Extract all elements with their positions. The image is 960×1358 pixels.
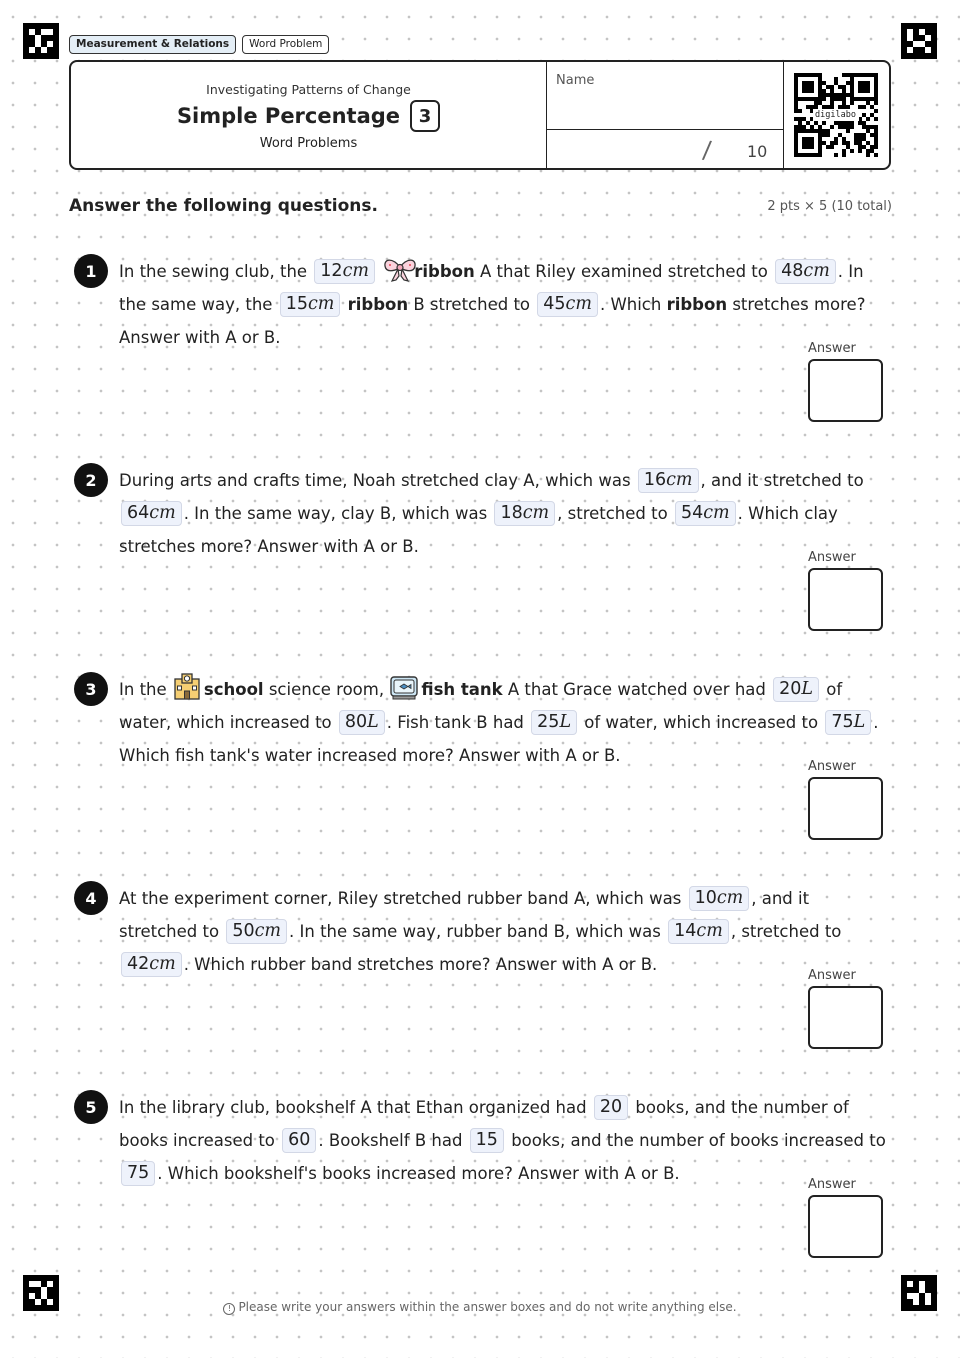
value: 42 [127,954,150,974]
title-block [71,62,546,168]
value-box [668,919,729,944]
unit: L [853,712,866,732]
value-box [775,259,836,284]
question-4 [72,881,888,1061]
footer-note [0,1300,960,1315]
value: 50 [232,921,255,941]
value: 75 [831,712,854,732]
unit: cm [666,470,693,490]
unit: cm [803,261,830,281]
question-3 [72,672,888,852]
registration-marker-top-left [23,23,59,59]
unit: cm [149,503,176,523]
name-score-block [546,62,784,168]
question-text [119,882,889,981]
value: 64 [127,503,150,523]
value: 48 [781,261,804,281]
value-box [226,919,287,944]
text-segment: A that Grace watched over had [502,680,772,699]
score-total: 10 [747,142,768,161]
text-segment: science room, [263,680,390,699]
qr-code [794,73,878,157]
question-number: 3 [74,672,108,706]
value-box [675,501,736,526]
tag-type: Word Problem [242,35,329,54]
text-segment: . Which bookshelf's books increased more? Answer with A or B. [157,1164,680,1183]
text-segment: During arts and crafts time, Noah stretched clay A, which was [119,471,636,490]
question-number: 2 [74,463,108,497]
question-text [119,1091,889,1190]
fish-tank-icon [389,673,419,699]
ribbon-icon [382,255,412,281]
unit: L [559,712,572,732]
value: 10 [694,888,717,908]
tag-list [69,35,329,54]
text-segment: , and it stretched to [119,889,810,941]
text-segment: . Which rubber band stretches more? Answer with A or B. [183,955,658,974]
text-segment: In the sewing club, the [119,262,313,281]
question-5 [72,1090,888,1270]
value-box [314,259,375,284]
value-box [689,886,750,911]
text-segment: books, and the number of books increased to [505,1131,886,1150]
value-box [339,710,385,735]
value-box: 15 [470,1128,504,1153]
text-segment: A that Riley examined stretched to [474,262,774,281]
value: 15 [285,294,308,314]
bold-term: ribbon [414,262,475,281]
value-box [121,501,182,526]
text-segment: . Fish tank B had [386,713,530,732]
question-number: 1 [74,254,108,288]
unit: cm [716,888,744,908]
text-segment: At the experiment corner, Riley stretched rubber band A, which was [119,889,687,908]
worksheet-number-badge: 3 [410,100,440,132]
value-box [638,468,699,493]
question-1 [72,254,888,434]
divider [547,129,783,130]
answer-box[interactable] [808,777,883,840]
footer-text: Please write your answers within the answer boxes and do not write anything else. [238,1300,737,1314]
value-box: 75 [121,1161,155,1186]
school-icon [172,673,202,699]
unit: cm [149,954,176,974]
value-box [531,710,577,735]
answer-box[interactable] [808,568,883,631]
registration-marker-top-right [901,23,937,59]
text-segment: of water, which increased to [579,713,824,732]
qr-code-block [782,62,889,168]
unit: cm [342,261,369,281]
question-number: 5 [74,1090,108,1124]
value: 14 [674,921,697,941]
text-segment: books, and the number of books increased to [119,1098,849,1150]
value-box: 20 [594,1095,628,1120]
unit: cm [696,921,723,941]
value: 45 [543,294,566,314]
unit: cm [565,294,592,314]
unit: cm [254,921,282,941]
answer-label: Answer [808,759,856,774]
text-segment: , stretched to [730,922,842,941]
unit: cm [522,503,550,523]
bold-term: ribbon [347,295,409,314]
answer-label: Answer [808,550,856,565]
value-box [280,292,341,317]
page-title: Simple Percentage [176,104,401,128]
question-text [119,673,889,772]
value: 12 [320,261,343,281]
unit: cm [703,503,730,523]
value-box [825,710,871,735]
value-box: 60 [282,1128,316,1153]
points-info: 2 pts × 5 (10 total) [767,199,892,214]
text-segment: In the library club, bookshelf A that Ethan organized had [119,1098,592,1117]
worksheet-header [69,60,891,170]
unit: L [367,712,379,732]
answer-label: Answer [808,1177,856,1192]
info-icon: ! [223,1303,235,1315]
value: 18 [500,503,523,523]
name-label: Name [556,73,595,88]
text-segment: stretches more? Answer with A or B. [119,295,866,347]
unit: L [801,679,814,699]
question-number: 4 [74,881,108,915]
value: 54 [680,503,704,523]
answer-label: Answer [808,968,856,983]
question-2 [72,463,888,643]
tag-category: Measurement & Relations [69,35,236,54]
text-segment: In the [119,680,172,699]
question-text [119,464,889,563]
text-segment: . In the same way, the [119,262,864,314]
worksheet-type: Word Problems [259,136,358,151]
text-segment: , and it stretched to [700,471,864,490]
value: 80 [344,712,368,732]
answer-box[interactable] [808,359,883,422]
text-segment: . Bookshelf B had [318,1131,468,1150]
unit-subtitle: Investigating Patterns of Change [206,82,411,97]
value: 20 [779,679,802,699]
text-segment: . Which clay stretches more? Answer with A or B. [119,504,838,556]
bold-term: fish tank [421,680,503,699]
text-segment: . In the same way, clay B, which was [183,504,493,523]
text-segment: . Which [599,295,667,314]
unit: cm [307,294,335,314]
value-box [773,677,819,702]
value-box [537,292,598,317]
answer-box[interactable] [808,1195,883,1258]
bold-term: ribbon [666,295,728,314]
text-segment: B stretched to [408,295,536,314]
bold-term: school [203,680,264,699]
title-row [71,100,546,132]
text-segment: . Which fish tank's water increased more? Answer with A or B. [119,713,879,765]
text-segment: , stretched to [557,504,673,523]
qr-label: digilabo [813,109,859,121]
value-box [121,952,182,977]
text-segment: . In the same way, rubber band B, which was [289,922,667,941]
text-segment: of water, which increased to [119,680,843,732]
value: 16 [643,470,667,490]
instructions: Answer the following questions. [69,196,378,216]
value: 25 [537,712,560,732]
answer-label: Answer [808,341,856,356]
answer-box[interactable] [808,986,883,1049]
value-box [494,501,555,526]
score-slash: / [701,135,713,165]
question-text [119,255,889,354]
